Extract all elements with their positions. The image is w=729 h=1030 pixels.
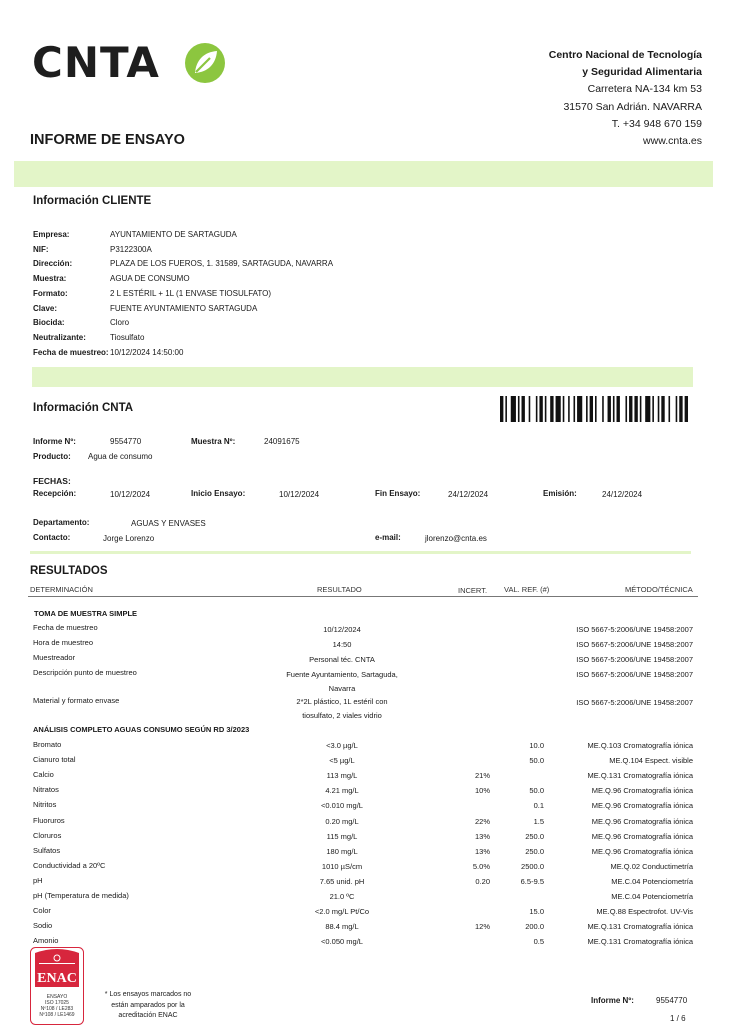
barcode-bar — [536, 396, 538, 422]
result-incert: 0.20 — [475, 876, 490, 886]
logo-text: CNTA — [32, 38, 160, 87]
result-method: ISO 5667-5:2006/UNE 19458:2007 — [576, 625, 693, 634]
company-web[interactable]: www.cnta.es — [643, 135, 702, 148]
client-field-row: Muestra: — [33, 274, 67, 284]
result-value: <2.0 mg/L Pt/Co — [314, 907, 370, 917]
barcode-bar — [590, 396, 593, 422]
result-ref: 10.0 — [529, 741, 544, 750]
result-incert: 12% — [474, 922, 490, 932]
result-method: ISO 5667-5:2006/UNE 19458:2007 — [576, 655, 693, 664]
barcode-bar — [511, 396, 516, 422]
result-det: Cloruros — [33, 830, 62, 840]
result-incert: 13% — [474, 831, 490, 841]
header-resultado: RESULTADO — [317, 585, 362, 594]
client-field-value: Cloro — [110, 318, 130, 328]
barcode-bar — [500, 396, 503, 422]
result-det: pH (Temperatura de medida) — [33, 891, 129, 900]
barcode-bar — [550, 396, 553, 422]
result-incert: 10% — [474, 786, 490, 796]
result-value: 88.4 mg/L — [325, 922, 359, 932]
header-valref: VAL. REF. (#) — [504, 585, 550, 594]
result-incert: 13% — [474, 846, 490, 856]
enac-line-3: Nº108 / LE283 — [40, 1006, 74, 1012]
result-ref: 50.0 — [529, 756, 544, 766]
result-det: Hora de muestreo — [33, 638, 94, 647]
result-det: Calcio — [33, 770, 54, 780]
result-incert: 21% — [474, 771, 490, 781]
result-method: ME.Q.104 Espect. visible — [609, 756, 693, 766]
enac-line-4: Nº108 / LE1469 — [39, 1012, 75, 1018]
result-value: Fuente Ayuntamiento, Sartaguda, — [286, 670, 398, 679]
email-label: e-mail: — [375, 533, 401, 542]
result-value: 0.20 mg/L — [325, 816, 359, 826]
result-value: 10/12/2024 — [323, 625, 361, 634]
header-divider — [28, 596, 698, 597]
inicio-label: Inicio Ensayo: — [191, 489, 246, 498]
result-value: 21.0 ºC — [329, 892, 355, 901]
result-det: Sodio — [33, 921, 53, 931]
departamento-value: AGUAS Y ENVASES — [131, 519, 206, 528]
client-field-row: Biocida: — [33, 318, 65, 328]
result-det: Conductividad a 20ºC — [33, 860, 106, 870]
result-det: Nitritos — [33, 800, 57, 810]
result-det: Color — [33, 906, 51, 916]
result-det: Muestreador — [33, 653, 76, 662]
informe-value: 9554770 — [110, 437, 142, 446]
barcode-bar — [658, 396, 660, 422]
result-incert: 5.0% — [472, 861, 490, 871]
barcode-bar — [617, 396, 620, 422]
client-field-value: 2 L ESTÉRIL + 1L (1 ENVASE TIOSULFATO) — [110, 288, 272, 298]
client-field-value: AYUNTAMIENTO DE SARTAGUDA — [110, 230, 237, 239]
barcode-bar — [608, 396, 611, 422]
barcode-bar — [676, 396, 678, 422]
client-field-row: Formato: — [33, 288, 68, 298]
recepcion-value: 10/12/2024 — [110, 490, 151, 499]
result-ref: 0.1 — [533, 801, 544, 811]
fin-label: Fin Ensayo: — [375, 489, 421, 498]
result-value: <0.010 mg/L — [321, 801, 363, 811]
result-ref: 250.0 — [525, 831, 544, 841]
company-address-2: 31570 San Adrián. NAVARRA — [563, 100, 702, 113]
result-ref: 0.5 — [533, 937, 544, 947]
company-name-2: y Seguridad Alimentaria — [582, 66, 702, 79]
recepcion-label: Recepción: — [33, 489, 77, 498]
cnta-logo — [32, 40, 232, 86]
barcode-bar — [625, 396, 627, 422]
departamento-label: Departamento: — [33, 518, 90, 527]
cnta-section-title: Información CNTA — [33, 402, 134, 414]
result-value: 4.21 mg/L — [325, 786, 359, 796]
muestra-label: Muestra Nº: — [191, 437, 236, 446]
enac-logo-text: ENAC — [37, 971, 77, 986]
result-det: Sulfatos — [33, 845, 61, 855]
producto-label: Producto: — [33, 452, 71, 461]
client-band — [32, 367, 693, 387]
header-determinacion: DETERMINACIÓN — [30, 585, 93, 594]
result-value: Personal téc. CNTA — [309, 655, 375, 664]
emision-label: Emisión: — [543, 489, 577, 498]
enac-line-2: ISO 17025 — [45, 1000, 69, 1006]
cnta-divider — [30, 551, 691, 554]
result-det: Material y formato envase — [33, 696, 120, 705]
fechas-label: FECHAS: — [33, 476, 71, 486]
result-ref: 1.5 — [533, 816, 544, 826]
result-method: ME.Q.131 Cromatografía iónica — [587, 922, 693, 932]
barcode-bar — [539, 396, 542, 422]
result-method: ME.Q.02 Conductimetría — [610, 861, 693, 871]
result-method: ME.Q.96 Cromatografía iónica — [591, 831, 693, 841]
result-method: ME.C.04 Potenciometría — [611, 892, 693, 901]
barcode-bar — [518, 396, 520, 422]
result-ref: 200.0 — [525, 922, 544, 932]
result-det: Nitratos — [33, 785, 59, 795]
result-value: 115 mg/L — [326, 831, 358, 841]
barcode-icon — [500, 396, 690, 422]
footer-informe-value: 9554770 — [656, 996, 688, 1005]
result-incert: 22% — [474, 816, 490, 826]
result-value: 113 mg/L — [326, 771, 358, 781]
result-det: pH — [33, 875, 43, 885]
result-value: <0.050 mg/L — [321, 937, 363, 947]
result-method: ME.Q.103 Cromatografía iónica — [587, 741, 693, 750]
result-value: 14:50 — [332, 640, 352, 649]
group2-title: ANÁLISIS COMPLETO AGUAS CONSUMO SEGÚN RD 3/2023 — [33, 725, 250, 734]
barcode-bar — [685, 396, 688, 422]
enac-logo — [30, 947, 84, 1025]
barcode-bar — [613, 396, 615, 422]
page-number: 1 / 6 — [670, 1014, 686, 1023]
report-title: INFORME DE ENSAYO — [30, 132, 185, 148]
producto-value: Agua de consumo — [88, 452, 153, 461]
client-field-value: FUENTE AYUNTAMIENTO SARTAGUDA — [110, 303, 258, 313]
barcode-bar — [573, 396, 575, 422]
emision-value: 24/12/2024 — [602, 490, 643, 499]
client-field-value: PLAZA DE LOS FUEROS, 1. 31589, SARTAGUDA, NAVARRA — [110, 259, 334, 269]
result-det: Amonio — [33, 936, 59, 946]
client-field-value: Tiosulfato — [110, 332, 145, 342]
result-ref: 2500.0 — [521, 861, 544, 871]
company-address-1: Carretera NA-134 km 53 — [587, 83, 702, 96]
result-method: ME.Q.96 Cromatografía iónica — [591, 801, 693, 811]
company-info — [549, 47, 702, 150]
result-det: Fecha de muestreo — [33, 623, 98, 632]
header-metodo: MÉTODO/TÉCNICA — [625, 585, 693, 594]
result-ref: 15.0 — [529, 907, 544, 917]
client-field-row: Clave: — [33, 303, 58, 313]
barcode-bar — [661, 396, 664, 422]
barcode-bar — [595, 396, 597, 422]
result-value-cont: Navarra — [328, 684, 356, 693]
result-method: ME.Q.131 Cromatografía iónica — [587, 937, 693, 947]
client-field-row: Neutralizante: — [33, 332, 86, 342]
result-det: Cianuro total — [33, 755, 76, 765]
barcode-bar — [563, 396, 565, 422]
client-field-value: AGUA DE CONSUMO — [110, 274, 190, 284]
barcode-bar — [529, 396, 531, 422]
barcode-bar — [602, 396, 604, 422]
result-det: Fluoruros — [33, 815, 65, 825]
client-section-title: Información CLIENTE — [33, 195, 152, 207]
result-ref: 50.0 — [529, 786, 544, 796]
result-method: ME.C.04 Potenciometría — [611, 876, 693, 886]
barcode-bar — [522, 396, 525, 422]
company-name-1: Centro Nacional de Tecnología — [548, 49, 702, 61]
barcode-bar — [652, 396, 654, 422]
muestra-value: 24091675 — [264, 437, 300, 446]
barcode-bar — [577, 396, 582, 422]
group1-title: TOMA DE MUESTRA SIMPLE — [34, 609, 138, 618]
contacto-label: Contacto: — [33, 533, 71, 542]
result-value-cont: tiosulfato, 2 viales vidrio — [302, 711, 382, 720]
result-value: <5 µg/L — [329, 756, 355, 766]
barcode-bar — [679, 396, 682, 422]
barcode-bar — [568, 396, 570, 422]
header-incert: INCERT. — [458, 586, 488, 595]
barcode-bar — [634, 396, 637, 422]
barcode-bar — [668, 396, 670, 422]
results-title: RESULTADOS — [30, 565, 108, 577]
fin-value: 24/12/2024 — [448, 490, 489, 499]
result-value: 1010 µS/cm — [321, 861, 363, 871]
enac-line-1: ENSAYO — [46, 994, 68, 1000]
result-method: ME.Q.131 Cromatografía iónica — [587, 771, 693, 781]
result-value: 2*2L plástico, 1L estéril con — [296, 697, 388, 706]
client-field-value: P3122300A — [110, 244, 152, 254]
result-det: Descripción punto de muestreo — [33, 668, 137, 677]
header-band — [14, 161, 713, 187]
client-field-value: 10/12/2024 14:50:00 — [110, 347, 184, 357]
barcode-bar — [640, 396, 642, 422]
result-value: <3.0 µg/L — [326, 741, 358, 750]
result-method: ME.Q.96 Cromatografía iónica — [591, 816, 693, 826]
informe-label: Informe Nº: — [33, 437, 76, 446]
result-method: ME.Q.96 Cromatografía iónica — [591, 786, 693, 796]
barcode-bar — [629, 396, 632, 422]
client-field-row: Empresa: — [33, 230, 70, 239]
client-field-row: Dirección: — [33, 259, 73, 269]
barcode-bar — [586, 396, 588, 422]
result-method: ISO 5667-5:2006/UNE 19458:2007 — [576, 670, 693, 679]
result-method: ME.Q.88 Espectrofot. UV-Vis — [596, 907, 693, 917]
result-method: ISO 5667-5:2006/UNE 19458:2007 — [576, 640, 693, 649]
client-field-row: NIF: — [33, 244, 49, 254]
result-ref: 250.0 — [525, 846, 544, 856]
leaf-icon — [184, 42, 226, 84]
result-ref: 6.5-9.5 — [520, 876, 544, 886]
barcode-bar — [645, 396, 650, 422]
contacto-value: Jorge Lorenzo — [103, 534, 155, 543]
client-field-row: Fecha de muestreo: — [33, 347, 109, 357]
inicio-value: 10/12/2024 — [279, 490, 320, 499]
result-value: 180 mg/L — [326, 846, 358, 856]
result-det: Bromato — [33, 740, 62, 749]
footer-informe-label: Informe Nº: — [591, 996, 634, 1005]
result-method: ISO 5667-5:2006/UNE 19458:2007 — [576, 698, 693, 707]
barcode-bar — [545, 396, 547, 422]
company-phone: T. +34 948 670 159 — [611, 117, 702, 130]
email-value[interactable]: jlorenzo@cnta.es — [425, 534, 487, 543]
result-method: ME.Q.96 Cromatografía iónica — [591, 846, 693, 856]
barcode-bar — [505, 396, 507, 422]
barcode-bar — [556, 396, 561, 422]
result-value: 7.65 unid. pH — [319, 876, 365, 886]
footnote: * Los ensayos marcados no están amparados por la acreditación ENAC — [104, 991, 192, 1019]
